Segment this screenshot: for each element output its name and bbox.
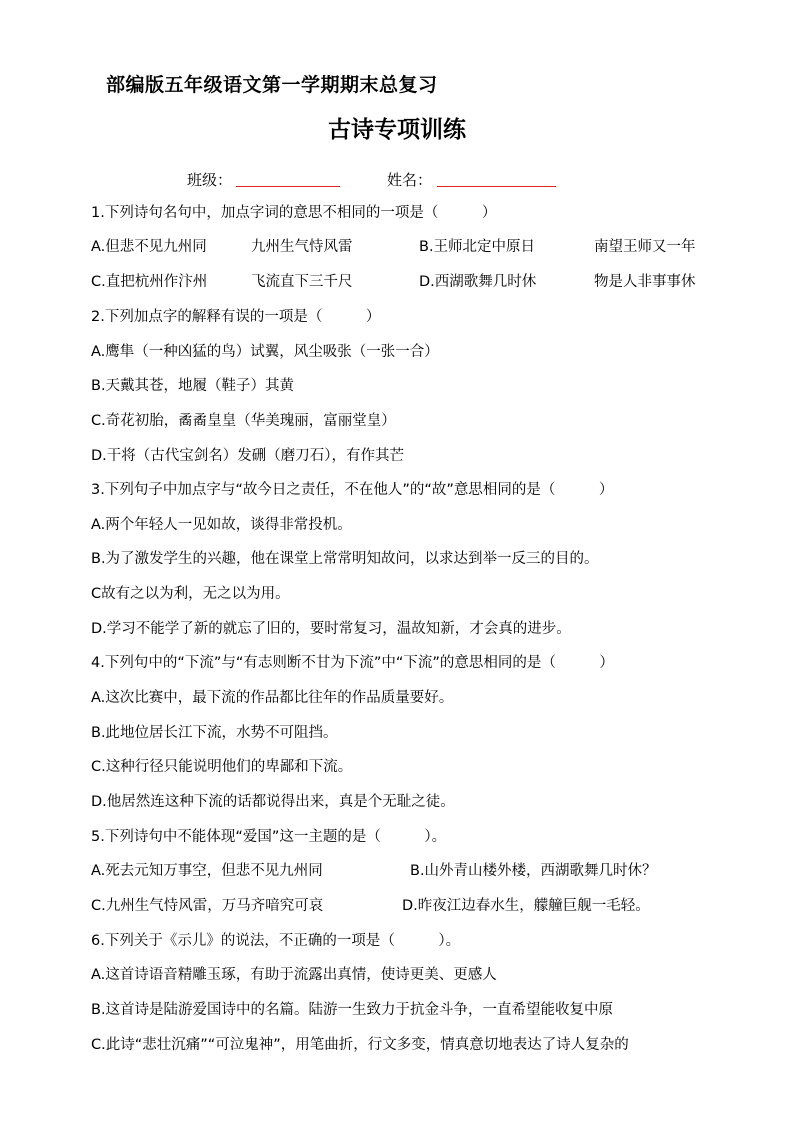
question-3-stem: 3.下列句子中加点字与“故今日之责任，不在他人”的“故”意思相同的是（ ） [91, 482, 614, 498]
question-5-option-d: D.昨夜江边春水生，艨艟巨舰一毛轻。 [402, 898, 650, 914]
page-title: 古诗专项训练 [328, 116, 466, 143]
question-3-option-b: B.为了激发学生的兴趣，他在课堂上常常明知故问，以求达到举一反三的目的。 [91, 551, 599, 567]
question-1-option-b-part2: 南望王师又一年 [594, 239, 696, 255]
question-2-option-d: D.干将（古代宝剑名）发硎（磨刀石），有作其芒 [91, 448, 405, 464]
question-5-option-a: A.死去元知万事空，但悲不见九州同 [91, 863, 323, 879]
question-3-option-c: C故有之以为利，无之以为用。 [91, 586, 290, 602]
question-1-option-b-part1: B.王师北定中原日 [419, 239, 536, 255]
question-6-option-b: B.这首诗是陆游爱国诗中的名篇。陆游一生致力于抗金斗争，一直希望能收复中原 [91, 1002, 614, 1018]
question-1-option-c-part2: 飞流直下三千尺 [251, 274, 353, 290]
question-6-option-c: C.此诗“悲壮沉痛”“可泣鬼神”，用笔曲折，行文多变，情真意切地表达了诗人复杂的 [91, 1037, 629, 1053]
question-3-option-a: A.两个年轻人一见如故，谈得非常投机。 [91, 517, 352, 533]
question-1-option-d-part2: 物是人非事事休 [594, 274, 696, 290]
name-label: 姓名： [387, 171, 433, 189]
question-1-stem: 1.下列诗句名句中，加点字词的意思不相同的一项是（ ） [91, 205, 497, 221]
question-4-stem: 4.下列句中的“下流”与“有志则断不甘为下流”中“下流”的意思相同的是（ ） [91, 655, 614, 671]
series-title: 部编版五年级语文第一学期期末总复习 [106, 74, 438, 96]
question-2-stem: 2.下列加点字的解释有误的一项是（ ） [91, 309, 381, 325]
class-blank-line[interactable] [236, 186, 340, 187]
question-4-option-b: B.此地位居长江下流，水势不可阻挡。 [91, 725, 338, 741]
question-5-option-c: C.九州生气恃风雷，万马齐喑究可哀 [91, 898, 324, 914]
question-4-option-c: C.这种行径只能说明他们的卑鄙和下流。 [91, 759, 353, 775]
question-2-option-c: C.奇花初胎，矞矞皇皇（华美瑰丽，富丽堂皇） [91, 413, 396, 429]
name-blank-line[interactable] [437, 186, 556, 187]
question-1-option-c-part1: C.直把杭州作汴州 [91, 274, 208, 290]
question-4-option-a: A.这次比赛中，最下流的作品都比往年的作品质量要好。 [91, 690, 454, 706]
class-label: 班级： [187, 171, 233, 189]
question-5-option-b: B.山外青山楼外楼，西湖歌舞几时休？ [410, 863, 657, 879]
question-1-option-a-part2: 九州生气恃风雷 [251, 239, 353, 255]
question-5-stem: 5.下列诗句中不能体现“爱国”这一主题的是（ ）。 [91, 829, 447, 845]
question-2-option-a: A.鹰隼（一种凶猛的鸟）试翼，风尘吸张（一张一合） [91, 344, 439, 360]
question-1-option-d-part1: D.西湖歌舞几时休 [419, 274, 537, 290]
student-info-row [0, 166, 794, 192]
question-4-option-d: D.他居然连这种下流的话都说得出来，真是个无耻之徒。 [91, 794, 455, 810]
question-1-option-a-part1: A.但悲不见九州同 [91, 239, 207, 255]
question-3-option-d: D.学习不能学了新的就忘了旧的，要时常复习，温故知新，才会真的进步。 [91, 621, 571, 637]
question-6-option-a: A.这首诗语音精雕玉琢，有助于流露出真情，使诗更美、更感人 [91, 967, 497, 983]
question-2-option-b: B.天戴其苍，地履（鞋子）其黄 [91, 378, 295, 394]
question-6-stem: 6.下列关于《示儿》的说法，不正确的一项是（ ）。 [91, 933, 461, 949]
